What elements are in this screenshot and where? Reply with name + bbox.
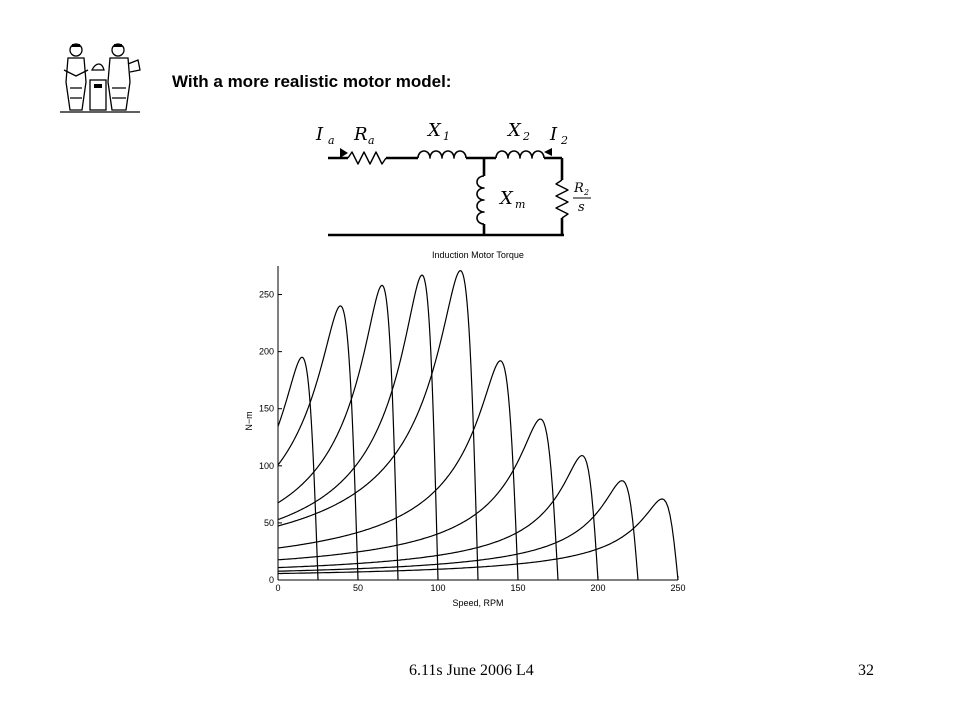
x-tick-label: 250: [670, 583, 686, 593]
inductor-x2: [496, 151, 544, 158]
x-tick-label: 100: [430, 583, 446, 593]
label-s: s: [578, 200, 585, 215]
x-axis-label: Speed, RPM: [452, 598, 504, 608]
label-ia-sub: a: [328, 134, 335, 147]
y-tick-label: 0: [268, 575, 274, 585]
label-i2-sub: 2: [561, 134, 568, 147]
inductor-x1: [418, 151, 466, 158]
torque-curve-3: [278, 285, 398, 580]
axes: [278, 266, 678, 580]
current-arrow-i2: [544, 148, 552, 156]
label-xm: X: [500, 188, 513, 209]
y-tick-label: 150: [258, 403, 274, 414]
resistor-ra: [348, 152, 386, 164]
torque-curve-2: [278, 306, 358, 580]
label-x2: X: [508, 120, 521, 141]
inductor-xm: [477, 176, 484, 224]
label-ia: I: [316, 124, 324, 145]
footer-course-label: 6.11s June 2006 L4: [409, 662, 534, 679]
label-x1-sub: 1: [443, 130, 450, 143]
y-tick-label: 250: [258, 289, 274, 300]
page-number: 32: [858, 662, 874, 679]
resistor-r2: [556, 180, 568, 218]
x-tick-label: 150: [510, 583, 526, 593]
x-tick-label: 200: [590, 583, 606, 593]
slide-title: With a more realistic motor model:: [172, 72, 452, 91]
tick-labels: [259, 290, 686, 593]
label-x2-sub: 2: [523, 130, 530, 143]
current-arrow-ia: [340, 148, 348, 158]
torque-curve-4: [278, 275, 438, 580]
label-xm-sub: m: [515, 198, 526, 211]
label-x1: X: [428, 120, 441, 141]
mit-figures-logo-icon: [56, 40, 142, 116]
label-ra: R: [354, 124, 368, 145]
y-tick-label: 100: [258, 460, 274, 471]
y-tick-label: 200: [258, 346, 274, 357]
label-r2: R: [574, 181, 584, 196]
y-axis-label: N−m: [244, 411, 254, 431]
x-tick-label: 50: [352, 583, 364, 593]
torque-curves: [278, 271, 678, 580]
label-i2: I: [550, 124, 558, 145]
y-tick-label: 50: [263, 517, 274, 528]
torque-curve-5: [278, 271, 478, 580]
label-ra-sub: a: [368, 134, 375, 147]
label-r2-sub: 2: [584, 188, 590, 197]
x-tick-label: 0: [275, 583, 281, 593]
torque-chart: [230, 246, 700, 616]
chart-title: Induction Motor Torque: [432, 250, 524, 260]
equivalent-circuit-diagram: [300, 112, 630, 242]
